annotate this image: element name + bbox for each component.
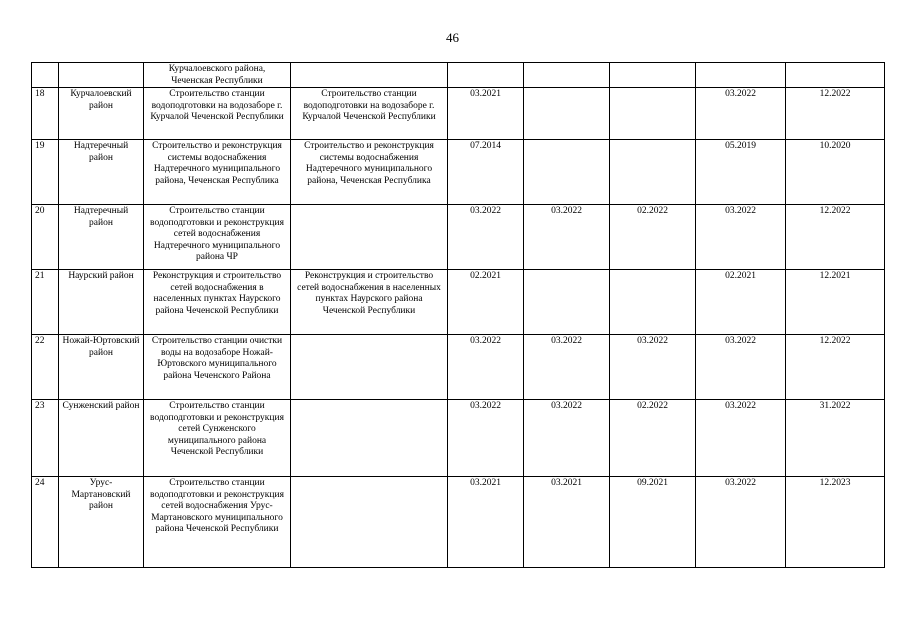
date-cell-3 [610, 270, 696, 335]
object-name-cell: Строительство станции водоподготовки и реконструкция сетей Сунженского муниципального района Чеченской Республики [144, 400, 291, 477]
district-cell: Урус-Мартановский район [59, 477, 144, 568]
date-cell-4: 03.2022 [696, 88, 786, 140]
date-cell-2: 03.2022 [524, 400, 610, 477]
object-name-cell: Строительство станции водоподготовки на водозаборе г. Курчалой Чеченской Республики [144, 88, 291, 140]
date-cell-4: 03.2022 [696, 205, 786, 270]
row-number: 23 [32, 400, 59, 477]
date-cell-2 [524, 63, 610, 88]
date-cell-3 [610, 63, 696, 88]
date-cell-4: 05.2019 [696, 140, 786, 205]
date-cell-3: 02.2022 [610, 205, 696, 270]
description-cell [291, 400, 448, 477]
date-cell-2 [524, 88, 610, 140]
date-cell-1: 03.2021 [448, 88, 524, 140]
description-cell: Строительство станции водоподготовки на водозаборе г. Курчалой Чеченской Республики [291, 88, 448, 140]
district-cell: Ножай-Юртовский район [59, 335, 144, 400]
table-row [32, 205, 885, 270]
date-cell-5 [786, 63, 885, 88]
date-cell-5: 10.2020 [786, 140, 885, 205]
date-cell-5: 12.2021 [786, 270, 885, 335]
date-cell-5: 31.2022 [786, 400, 885, 477]
page-number: 46 [446, 30, 459, 45]
date-cell-1: 03.2022 [448, 205, 524, 270]
object-name-cell: Реконструкция и строительство сетей водоснабжения в населенных пунктах Наурского района Чеченской Республики [144, 270, 291, 335]
date-cell-2: 03.2022 [524, 335, 610, 400]
date-cell-3: 02.2022 [610, 400, 696, 477]
date-cell-1: 03.2022 [448, 400, 524, 477]
table-row [32, 88, 885, 140]
date-cell-1: 03.2022 [448, 335, 524, 400]
table-row [32, 63, 885, 88]
district-cell: Курчалоевский район [59, 88, 144, 140]
date-cell-4: 02.2021 [696, 270, 786, 335]
description-cell: Строительство и реконструкция системы водоснабжения Надтеречного муниципального района, Чеченская Республика [291, 140, 448, 205]
row-number: 20 [32, 205, 59, 270]
table-row [32, 400, 885, 477]
district-cell: Наурский район [59, 270, 144, 335]
date-cell-4: 03.2022 [696, 477, 786, 568]
date-cell-1: 03.2021 [448, 477, 524, 568]
district-cell: Надтеречный район [59, 205, 144, 270]
date-cell-5: 12.2022 [786, 88, 885, 140]
table-row [32, 140, 885, 205]
row-number: 21 [32, 270, 59, 335]
district-cell: Надтеречный район [59, 140, 144, 205]
row-number [32, 63, 59, 88]
date-cell-5: 12.2023 [786, 477, 885, 568]
table-row [32, 270, 885, 335]
row-number: 19 [32, 140, 59, 205]
projects-table [31, 62, 885, 568]
date-cell-4: 03.2022 [696, 335, 786, 400]
district-cell [59, 63, 144, 88]
date-cell-2: 03.2021 [524, 477, 610, 568]
date-cell-2 [524, 270, 610, 335]
date-cell-4 [696, 63, 786, 88]
date-cell-5: 12.2022 [786, 205, 885, 270]
object-name-cell: Строительство станции водоподготовки и реконструкция сетей водоснабжения Надтеречного муниципального района ЧР [144, 205, 291, 270]
row-number: 22 [32, 335, 59, 400]
date-cell-3 [610, 140, 696, 205]
object-name-cell: Курчалоевского района, Чеченская Республики [144, 63, 291, 88]
date-cell-3 [610, 88, 696, 140]
row-number: 24 [32, 477, 59, 568]
description-cell [291, 63, 448, 88]
date-cell-2 [524, 140, 610, 205]
object-name-cell: Строительство станции водоподготовки и реконструкция сетей водоснабжения Урус-Мартановского муниципального района Чеченской Республики [144, 477, 291, 568]
row-number: 18 [32, 88, 59, 140]
description-cell [291, 205, 448, 270]
object-name-cell: Строительство станции очистки воды на водозаборе Ножай-Юртовского муниципального района Чеченского Района [144, 335, 291, 400]
table-row [32, 335, 885, 400]
date-cell-1: 07.2014 [448, 140, 524, 205]
district-cell: Сунженский район [59, 400, 144, 477]
table-row [32, 477, 885, 568]
date-cell-4: 03.2022 [696, 400, 786, 477]
description-cell: Реконструкция и строительство сетей водоснабжения в населенных пунктах Наурского района Чеченской Республики [291, 270, 448, 335]
date-cell-1: 02.2021 [448, 270, 524, 335]
date-cell-5: 12.2022 [786, 335, 885, 400]
description-cell [291, 335, 448, 400]
date-cell-3: 09.2021 [610, 477, 696, 568]
description-cell [291, 477, 448, 568]
table-body [32, 63, 885, 568]
date-cell-2: 03.2022 [524, 205, 610, 270]
object-name-cell: Строительство и реконструкция системы водоснабжения Надтеречного муниципального района, Чеченская Республика [144, 140, 291, 205]
date-cell-1 [448, 63, 524, 88]
date-cell-3: 03.2022 [610, 335, 696, 400]
